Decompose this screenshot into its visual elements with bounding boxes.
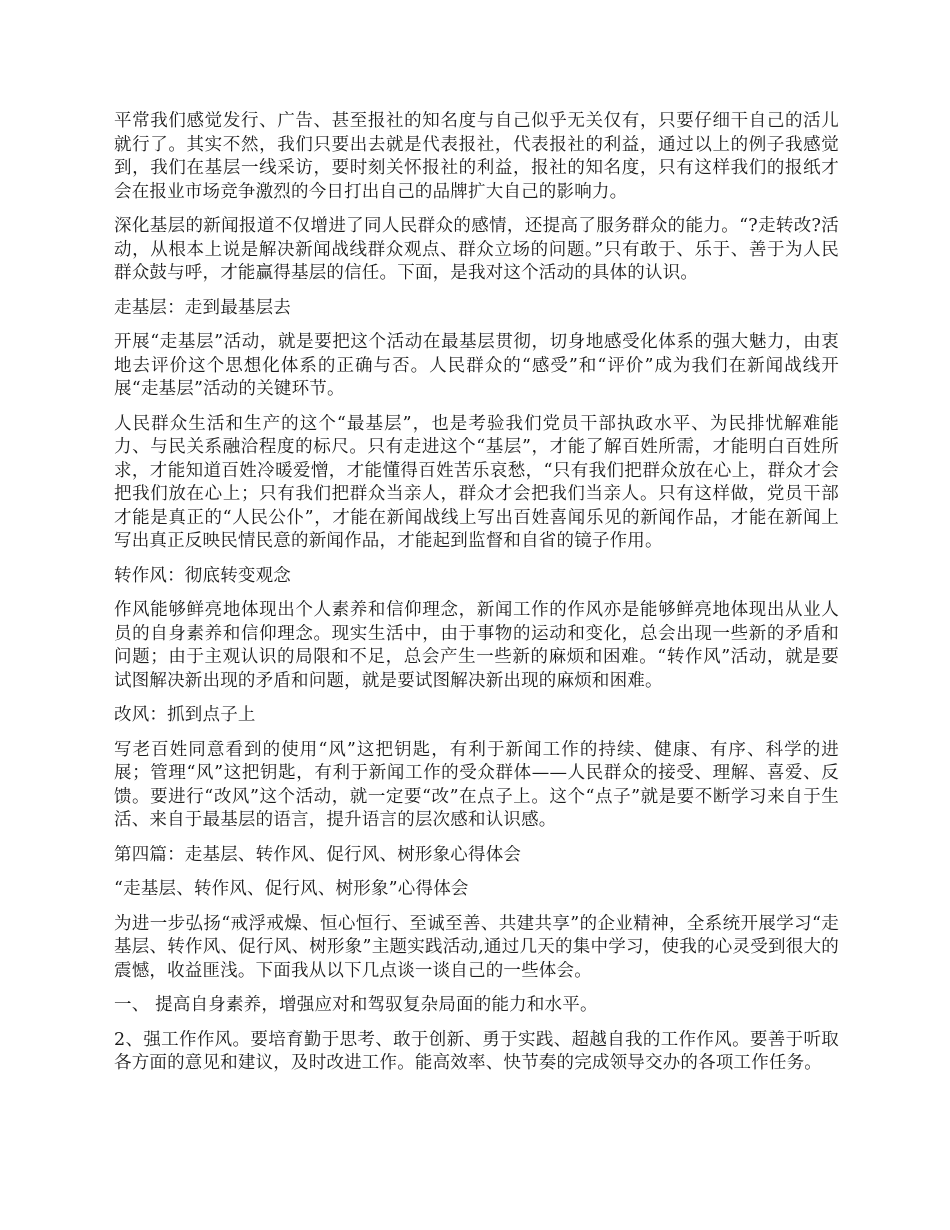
section-heading: 改风：抓到点子上	[114, 705, 256, 725]
numbered-heading: 一、 提高自身素养，增强应对和驾驭复杂局面的能力和水平。	[114, 995, 598, 1015]
paragraph: 为进一步弘扬“戒浮戒燥、恒心恒行、至诚至善、共建共享”的企业精神，全系统开展学习“走基层、转作风、促行风、树形象”主题实践活动,通过几天的集中学习，使我的心灵受到很大的震憾，收益匪浅。下面我从以下几点谈一谈自己的一些体会。	[114, 913, 839, 981]
paragraph: 平常我们感觉发行、广告、甚至报社的知名度与自己似乎无关仅有，只要仔细干自己的活儿就行了。其实不然，我们只要出去就是代表报社，代表报社的利益，通过以上的例子我感觉到，我们在基层一线采访，要时刻关怀报社的利益，报社的知名度，只有这样我们的报纸才会在报业市场竞争激烈的今日打出自己的品牌扩大自己的影响力。	[114, 111, 839, 202]
chapter-heading: 第四篇：走基层、转作风、促行风、树形象心得体会	[114, 844, 522, 865]
document-body	[114, 110, 839, 1087]
section-heading: 转作风：彻底转变观念	[114, 565, 291, 586]
paragraph: 人民群众生活和生产的这个“最基层”，也是考验我们党员干部执政水平、为民排忧解难能力、与民关系融洽程度的标尺。只有走进这个“基层”，才能了解百姓所需，才能明白百姓所求，才能知道百姓冷暖爱憎，才能懂得百姓苦乐哀愁，“只有我们把群众放在心上，群众才会把我们放在心上；只有我们把群众当亲人，群众才会把我们当亲人。只有这样做，党员干部才能是真正的“人民公仆”，才能在新闻战线上写出百姓喜闻乐见的新闻作品，才能在新闻上写出真正反映民情民意的新闻作品，才能起到监督和自省的镜子作用。	[114, 413, 839, 551]
paragraph: 深化基层的新闻报道不仅增进了同人民群众的感情，还提高了服务群众的能力。“?走转改?活动，从根本上说是解决新闻战线群众观点、群众立场的问题。”只有敢于、乐于、善于为人民群众鼓与呼，才能赢得基层的信任。下面，是我对这个活动的具体的认识。	[114, 216, 839, 283]
paragraph: 作风能够鲜亮地体现出个人素养和信仰理念，新闻工作的作风亦是能够鲜亮地体现出从业人员的自身素养和信仰理念。现实生活中，由于事物的运动和变化，总会出现一些新的矛盾和问题；由于主观认识的局限和不足，总会产生一些新的麻烦和困难。“转作风”活动，就是要试图解决新出现的矛盾和问题，就是要试图解决新出现的麻烦和困难。	[114, 600, 839, 691]
section-heading: 走基层：走到最基层去	[114, 297, 291, 318]
article-title: “走基层、转作风、促行风、树形象”心得体会	[114, 879, 469, 899]
paragraph: 写老百姓同意看到的使用“风”这把钥匙，有利于新闻工作的持续、健康、有序、科学的进展；管理“风”这把钥匙，有利于新闻工作的受众群体——人民群众的接受、理解、喜爱、反馈。要进行“改风”这个活动，就一定要“改”在点子上。这个“点子”就是要不断学习来自于生活、来自于最基层的语言，提升语言的层次感和认识感。	[114, 739, 839, 830]
paragraph: 2、强工作作风。要培育勤于思考、敢于创新、勇于实践、超越自我的工作作风。要善于听取各方面的意见和建议，及时改进工作。能高效率、快节奏的完成领导交办的各项工作任务。	[114, 1029, 839, 1073]
paragraph: 开展“走基层”活动，就是要把这个活动在最基层贯彻，切身地感受化体系的强大魅力，由衷地去评价这个思想化体系的正确与否。人民群众的“感受”和“评价”成为我们在新闻战线开展“走基层”活动的关键环节。	[114, 332, 839, 399]
